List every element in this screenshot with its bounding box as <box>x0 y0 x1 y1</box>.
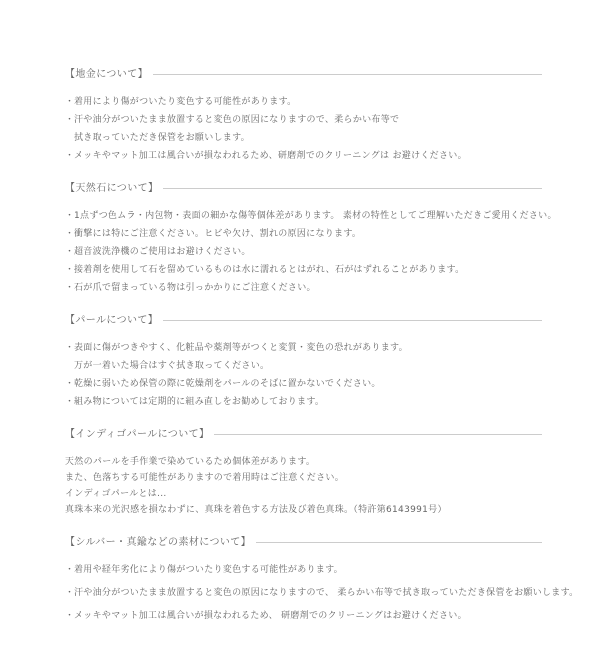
section-divider <box>153 74 542 75</box>
care-note-text: 汗や油分がついたまま放置すると変色の原因になりますので、 柔らかい布等で拭き取っていただき保管をお願いします。 <box>74 588 579 598</box>
bullet-marker: ・ <box>65 343 75 353</box>
care-note-text: メッキやマット加工は風合いが損なわれるため、 研磨剤でのクリーニングはお避けください。 <box>74 611 467 621</box>
section-header <box>65 536 542 549</box>
care-section <box>65 182 557 294</box>
care-note-line <box>65 96 542 108</box>
care-note-text: 接着剤を使用して石を留めているものは水に濡れるとはがれ、石がはずれることがあります。 <box>74 265 465 275</box>
care-note-line <box>65 472 542 484</box>
care-note-line <box>65 150 542 162</box>
care-note-text: 万が一着いた場合はすぐ拭き取ってください。 <box>74 361 270 371</box>
care-note-text: 着用や経年劣化により傷がついたり変色する可能性があります。 <box>74 565 343 575</box>
care-note-text: 真珠本来の光沢感を損なわずに、真珠を着色する方法及び着色真珠。（特許第6143991号） <box>65 505 447 515</box>
care-note-line <box>65 378 542 390</box>
care-note-text: 1点ずつ色ムラ・内包物・表面の細かな傷等個体差があります。 素材の特性としてご理解いただきご愛用ください。 <box>74 211 557 221</box>
care-note-text: 超音波洗浄機のご使用はお避けください。 <box>74 247 251 257</box>
section-divider <box>214 434 542 435</box>
care-note-text: メッキやマット加工は風合いが損なわれるため、研磨剤でのクリーニングは お避けください。 <box>74 151 467 161</box>
section-body <box>65 564 579 622</box>
care-note-text: 天然のパールを手作業で染めているため個体差があります。 <box>65 457 316 467</box>
care-note-line <box>65 228 542 240</box>
care-note-line <box>65 282 542 294</box>
bullet-marker: ・ <box>65 247 75 257</box>
section-header <box>65 68 542 81</box>
bullet-marker: ・ <box>65 565 75 575</box>
care-note-line <box>65 587 579 599</box>
care-note-text: 汗や油分がついたまま放置すると変色の原因になりますので、柔らかい布等で <box>74 115 400 125</box>
bullet-marker: ・ <box>65 151 75 161</box>
care-note-line <box>65 360 542 372</box>
care-note-text: 拭き取っていただき保管をお願いします。 <box>74 133 250 143</box>
section-divider <box>256 542 542 543</box>
section-title: 【天然石について】 <box>65 183 159 194</box>
bullet-marker: ・ <box>65 283 75 293</box>
bullet-marker: ・ <box>65 379 75 389</box>
care-note-text: 組み物については定期的に組み直しをお勧めしております。 <box>74 397 325 407</box>
care-section <box>65 68 542 162</box>
care-note-line <box>65 342 542 354</box>
care-note-text: 石が爪で留まっている物は引っかかりにご注意ください。 <box>74 283 316 293</box>
section-title: 【地金について】 <box>65 69 148 80</box>
section-header <box>65 314 542 327</box>
care-section <box>65 536 579 622</box>
care-note-line <box>65 610 542 622</box>
care-note-text: 着用により傷がついたり変色する可能性があります。 <box>74 97 297 107</box>
section-body <box>65 342 542 408</box>
care-note-line <box>65 396 542 408</box>
care-note-text: 表面に傷がつきやすく、化粧品や薬剤等がつくと変質・変色の恐れがあります。 <box>74 343 408 353</box>
care-note-text: 乾燥に弱いため保管の際に乾燥剤をパールのそばに置かないでください。 <box>74 379 381 389</box>
care-note-line <box>65 488 542 500</box>
care-note-line <box>65 456 542 468</box>
section-header <box>65 428 542 441</box>
care-note-text: また、色落ちする可能性がありますので着用時はご注意ください。 <box>65 473 345 483</box>
section-divider <box>163 320 542 321</box>
section-divider <box>163 188 542 189</box>
bullet-marker: ・ <box>65 97 75 107</box>
bullet-marker: ・ <box>65 588 75 598</box>
bullet-marker: ・ <box>65 115 75 125</box>
section-body <box>65 96 542 162</box>
care-note-line <box>65 504 542 516</box>
care-note-line <box>65 264 542 276</box>
bullet-marker: ・ <box>65 611 75 621</box>
care-note-line <box>65 210 557 222</box>
section-body <box>65 456 542 516</box>
section-title: 【シルバー・真鍮などの素材について】 <box>65 537 252 548</box>
section-title: 【インディゴパールについて】 <box>65 429 210 440</box>
care-note-line <box>65 246 542 258</box>
section-body <box>65 210 557 294</box>
care-note-text: インディゴパールとは... <box>65 489 167 499</box>
care-note-line <box>65 132 542 144</box>
bullet-marker: ・ <box>65 397 75 407</box>
care-note-text: 衝撃には特にご注意ください。ヒビや欠け、割れの原因になります。 <box>74 229 362 239</box>
section-title: 【パールについて】 <box>65 315 159 326</box>
section-header <box>65 182 542 195</box>
care-note-line <box>65 564 542 576</box>
care-section <box>65 314 542 408</box>
bullet-marker: ・ <box>65 211 75 221</box>
care-note-line <box>65 114 542 126</box>
bullet-marker: ・ <box>65 265 75 275</box>
bullet-marker: ・ <box>65 229 75 239</box>
care-section <box>65 428 542 516</box>
